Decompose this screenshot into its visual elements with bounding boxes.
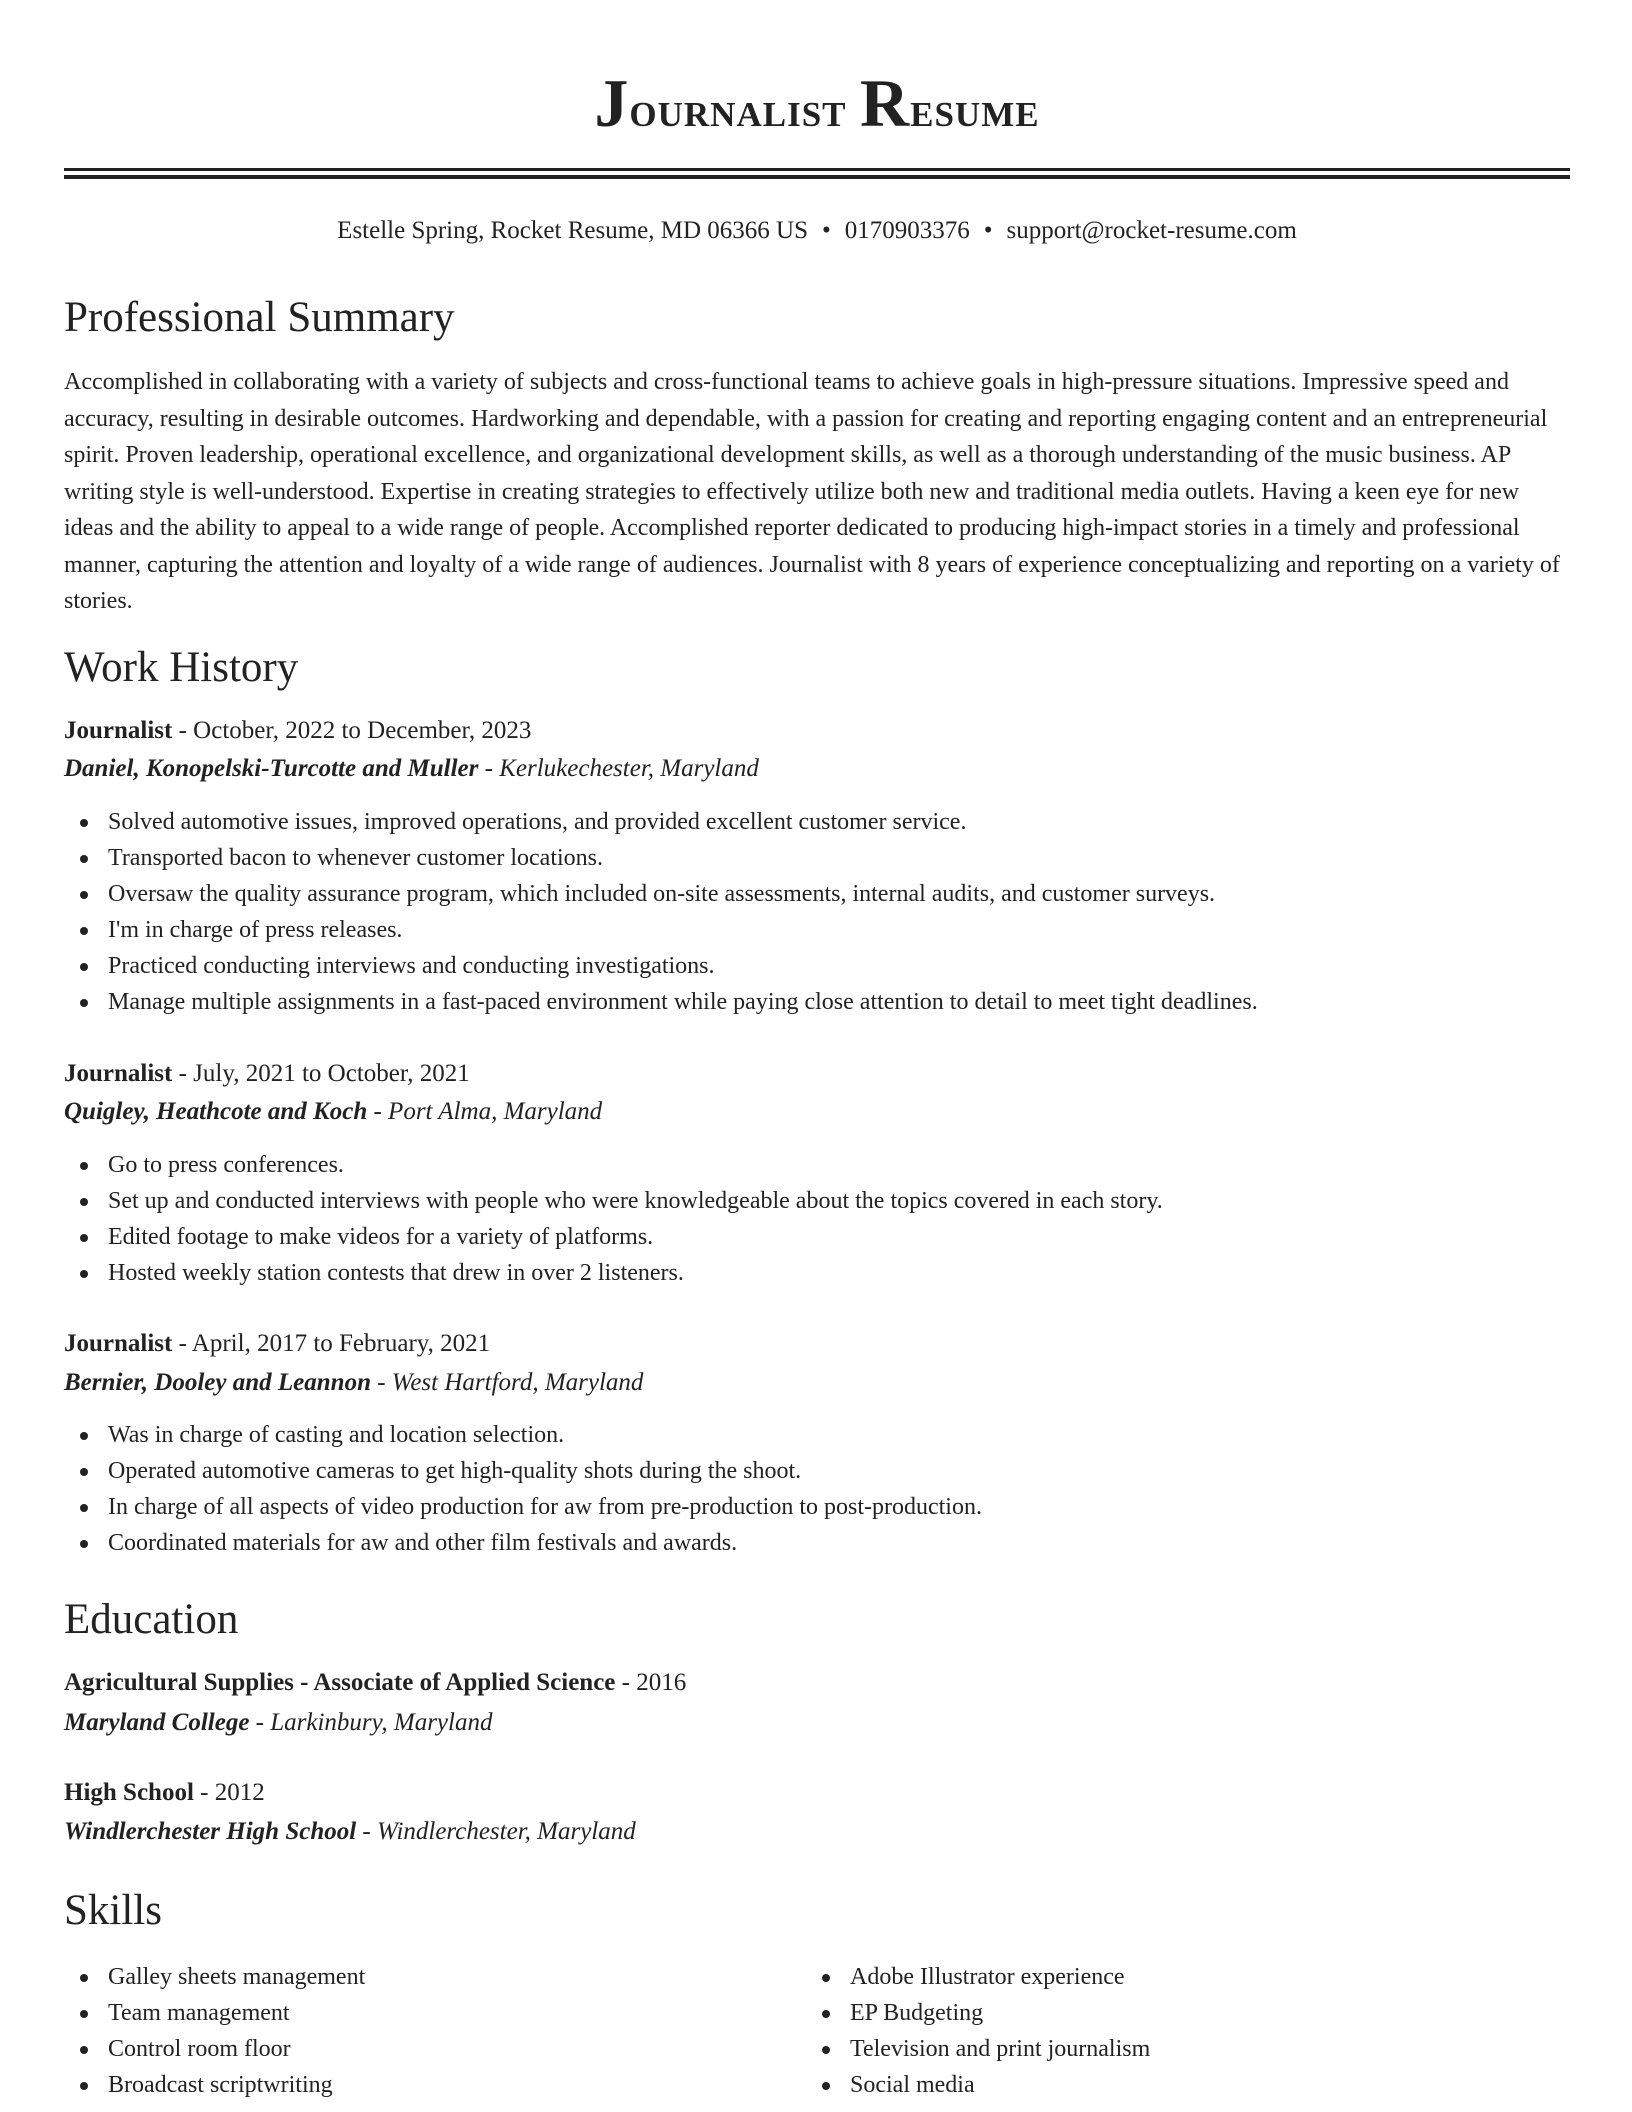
contact-separator: • [983,217,993,244]
contact-separator: • [821,217,831,244]
job-dates: - October, 2022 to December, 2023 [172,717,532,744]
list-item: Solved automotive issues, improved operations, and provided excellent customer service. [64,804,1570,840]
job-header [64,1057,470,1091]
summary-text: Accomplished in collaborating with a variety of subjects and cross-functional teams to achieve goals in high-pressure situations. Impressive speed and accuracy, resulting in desirable outcomes. Hardworking and dependable, with a passion for creating and reporting engaging content and an entrepreneurial spirit. Proven leadership, operational excellence, and organizational development skills, as well as a thorough understanding of the music business. AP writing style is well-understood. Expertise in creating strategies to effectively utilize both new and traditional media outlets. Having a keen eye for new ideas and the ability to appeal to a wide range of people. Accomplished reporter dedicated to producing high-impact stories in a timely and professional manner, capturing the attention and loyalty of a wide range of audiences. Journalist with 8 years of experience conceptualizing and reporting on a variety of stories. [64,369,1560,614]
header-rule-bottom [64,175,1570,179]
education-year: - 2012 [193,1779,265,1806]
list-item: Operated automotive cameras to get high-quality shots during the shoot. [64,1453,1570,1489]
skill-item: EP Budgeting [806,1995,1566,2031]
page-title [64,62,1570,144]
list-item: Manage multiple assignments in a fast-paced environment while paying close attention to detail to meet tight deadlines. [64,984,1570,1020]
education-location: - Windlerchester, Maryland [356,1818,636,1845]
education-school-line [64,1815,636,1849]
title-initial-r: R [860,65,911,141]
job-location: - West Hartford, Maryland [370,1369,644,1396]
header-rule-top [64,168,1570,171]
contact-address: Estelle Spring, Rocket Resume, MD 06366 US [337,217,808,244]
education-school: Maryland College [64,1709,250,1736]
education-school: Windlerchester High School [64,1818,357,1845]
list-item: Edited footage to make videos for a variety of platforms. [64,1219,1570,1255]
education-degree: High School [64,1779,194,1806]
skills-heading: Skills [64,1887,162,1934]
title-rest-2: esume [910,81,1040,137]
summary-heading: Professional Summary [64,294,455,341]
job-company-line [64,1095,602,1129]
list-item: Go to press conferences. [64,1147,1570,1183]
job-bullets [64,804,1570,1020]
job-company: Quigley, Heathcote and Koch [64,1098,368,1125]
education-location: - Larkinbury, Maryland [249,1709,493,1736]
skill-item: Adobe Illustrator experience [806,1959,1566,1995]
title-initial-j: J [594,65,630,141]
contact-line [64,214,1570,248]
skill-item: Control room floor [64,2031,1570,2067]
job-company-line [64,752,759,786]
education-degree: Agricultural Supplies - Associate of Applied Science [64,1669,616,1696]
list-item: Oversaw the quality assurance program, which included on-site assessments, internal audits, and customer surveys. [64,876,1570,912]
list-item: Coordinated materials for aw and other film festivals and awards. [64,1525,1570,1561]
contact-email: support@rocket-resume.com [1006,217,1297,244]
skills-list-right [806,1959,1566,2103]
list-item: Set up and conducted interviews with people who were knowledgeable about the topics covered in each story. [64,1183,1570,1219]
education-year: - 2016 [615,1669,687,1696]
job-company: Bernier, Dooley and Leannon [64,1369,371,1396]
job-title: Journalist [64,717,173,744]
list-item: Hosted weekly station contests that drew in over 2 listeners. [64,1255,1570,1291]
education-header [64,1666,686,1700]
job-company-line [64,1366,643,1400]
skill-item: Broadcast scriptwriting [64,2067,1570,2103]
education-school-line [64,1706,492,1740]
job-company: Daniel, Konopelski-Turcotte and Muller [64,755,479,782]
education-header [64,1776,265,1810]
list-item: Was in charge of casting and location selection. [64,1417,1570,1453]
skill-item: Team management [64,1995,1570,2031]
job-bullets [64,1417,1570,1561]
work-history-heading: Work History [64,644,299,691]
skill-item: Television and print journalism [806,2031,1566,2067]
title-rest-1: ournalist [629,81,847,137]
job-header [64,1327,490,1361]
list-item: I'm in charge of press releases. [64,912,1570,948]
list-item: In charge of all aspects of video production for aw from pre-production to post-production. [64,1489,1570,1525]
job-dates: - April, 2017 to February, 2021 [172,1330,491,1357]
job-title: Journalist [64,1060,173,1087]
job-header [64,714,531,748]
contact-phone: 0170903376 [844,217,970,244]
job-dates: - July, 2021 to October, 2021 [172,1060,470,1087]
job-location: - Kerlukechester, Maryland [478,755,759,782]
resume-page [64,0,1570,2098]
list-item: Practiced conducting interviews and conducting investigations. [64,948,1570,984]
job-title: Journalist [64,1330,173,1357]
skill-item: Galley sheets management [64,1959,1570,1995]
education-heading: Education [64,1596,239,1643]
job-bullets [64,1147,1570,1291]
list-item: Transported bacon to whenever customer locations. [64,840,1570,876]
job-location: - Port Alma, Maryland [367,1098,603,1125]
skill-item: Social media [806,2067,1566,2103]
